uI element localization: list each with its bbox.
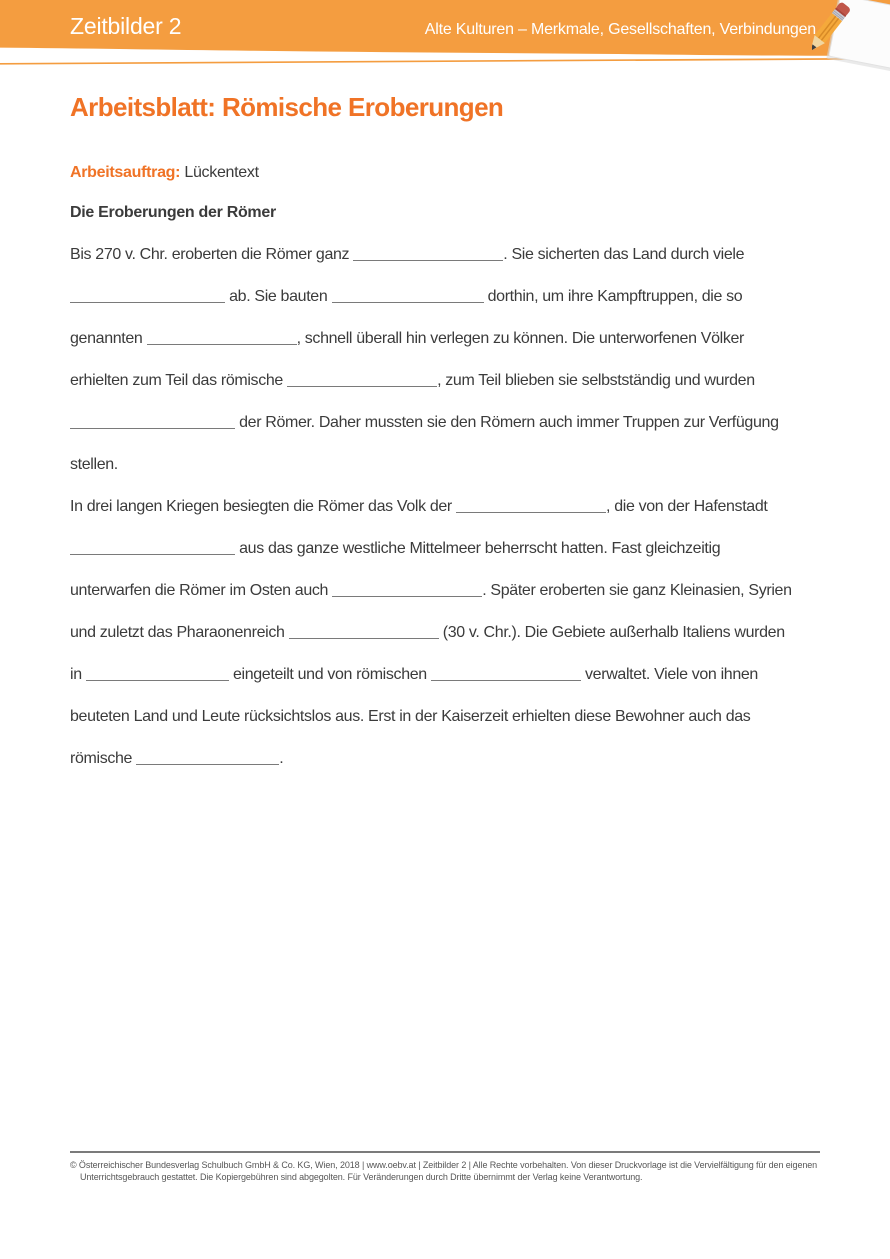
- worksheet-text: unterwarfen die Römer im Osten auch: [70, 582, 333, 599]
- worksheet-text: und zuletzt das Pharaonenreich: [70, 624, 289, 641]
- fill-in-blank-line: [332, 584, 482, 597]
- worksheet-line: [70, 570, 835, 612]
- worksheet-text: aus das ganze westliche Mittelmeer beherrscht hatten. Fast gleichzeitig: [235, 540, 721, 557]
- worksheet-text: genannten: [70, 330, 147, 347]
- worksheet-text: eingeteilt und von römischen: [228, 666, 431, 683]
- worksheet-line: [70, 696, 835, 738]
- worksheet-line: [70, 486, 835, 528]
- section-heading: Die Eroberungen der Römer: [70, 204, 276, 221]
- worksheet-line: [70, 528, 835, 570]
- task-value: Lückentext: [184, 164, 259, 181]
- worksheet-text: . Später eroberten sie ganz Kleinasien, Syrien: [482, 582, 792, 599]
- fill-in-blank-line: [70, 416, 235, 429]
- worksheet-line: [70, 612, 835, 654]
- fill-in-blank-line: [136, 752, 279, 765]
- footer-divider: [70, 1151, 820, 1153]
- fill-in-blank-line: [353, 248, 503, 261]
- fill-in-blank-line: [86, 668, 229, 681]
- worksheet-text: . Sie sicherten das Land durch viele: [503, 246, 745, 263]
- worksheet-text: ab. Sie bauten: [225, 288, 332, 305]
- worksheet-line: [70, 276, 835, 318]
- worksheet-text: der Römer. Daher mussten sie den Römern auch immer Truppen zur Verfügung: [235, 414, 779, 431]
- fill-in-blank-line: [289, 626, 439, 639]
- fill-in-blank-line: [456, 500, 606, 513]
- pencil-note-icon: [812, 0, 890, 78]
- fill-in-blank-line: [70, 290, 225, 303]
- worksheet-text: , zum Teil blieben sie selbstständig und wurden: [437, 372, 755, 389]
- worksheet-text: dorthin, um ihre Kampftruppen, die so: [483, 288, 743, 305]
- task-line: [70, 164, 259, 182]
- task-label: Arbeitsauftrag:: [70, 164, 181, 181]
- fill-in-blank-line: [147, 332, 297, 345]
- worksheet-text: römische: [70, 750, 137, 767]
- worksheet-text: .: [279, 750, 284, 767]
- worksheet-text: erhielten zum Teil das römische: [70, 372, 288, 389]
- worksheet-text: , schnell überall hin verlegen zu können. Die unterworfenen Völker: [296, 330, 744, 347]
- worksheet-text: verwaltet. Viele von ihnen: [580, 666, 758, 683]
- worksheet-line: [70, 360, 835, 402]
- worksheet-line: [70, 318, 835, 360]
- worksheet-text: stellen.: [70, 456, 118, 473]
- chapter-title: Alte Kulturen – Merkmale, Gesellschaften, Verbindungen: [424, 21, 816, 38]
- footer-copyright-line-2: Unterrichtsgebrauch gestattet. Die Kopiergebühren sind abgegolten. Für Veränderungen durch Dritte übernimmt der Verlag keine Verantwortung.: [80, 1172, 643, 1182]
- page-title: Arbeitsblatt: Römische Eroberungen: [70, 92, 504, 122]
- worksheet-text: beuteten Land und Leute rücksichtslos aus. Erst in der Kaiserzeit erhielten diese Bewohner auch das: [70, 708, 751, 725]
- worksheet-text: In drei langen Kriegen besiegten die Römer das Volk der: [70, 498, 456, 515]
- worksheet-line: [70, 402, 835, 444]
- worksheet-line: [70, 444, 835, 486]
- fill-in-blank-line: [287, 374, 437, 387]
- fill-in-text: [70, 234, 835, 780]
- worksheet-line: [70, 738, 835, 780]
- worksheet-line: [70, 654, 835, 696]
- fill-in-blank-line: [332, 290, 484, 303]
- worksheet-text: , die von der Hafenstadt: [606, 498, 768, 515]
- footer-copyright-line-1: © Österreichischer Bundesverlag Schulbuch GmbH & Co. KG, Wien, 2018 | www.oebv.at | Zeitbilder 2 | Alle Rechte vorbehalten. Von dieser Druckvorlage ist die Vervielfältigung für den eigenen: [70, 1160, 818, 1170]
- book-title: Zeitbilder 2: [70, 13, 182, 39]
- fill-in-blank-line: [431, 668, 581, 681]
- worksheet-line: [70, 234, 835, 276]
- fill-in-blank-line: [70, 542, 235, 555]
- footer-copyright: [70, 1159, 840, 1183]
- worksheet-text: in: [70, 666, 86, 683]
- worksheet-text: Bis 270 v. Chr. eroberten die Römer ganz: [70, 246, 354, 263]
- worksheet-text: (30 v. Chr.). Die Gebiete außerhalb Italiens wurden: [438, 624, 785, 641]
